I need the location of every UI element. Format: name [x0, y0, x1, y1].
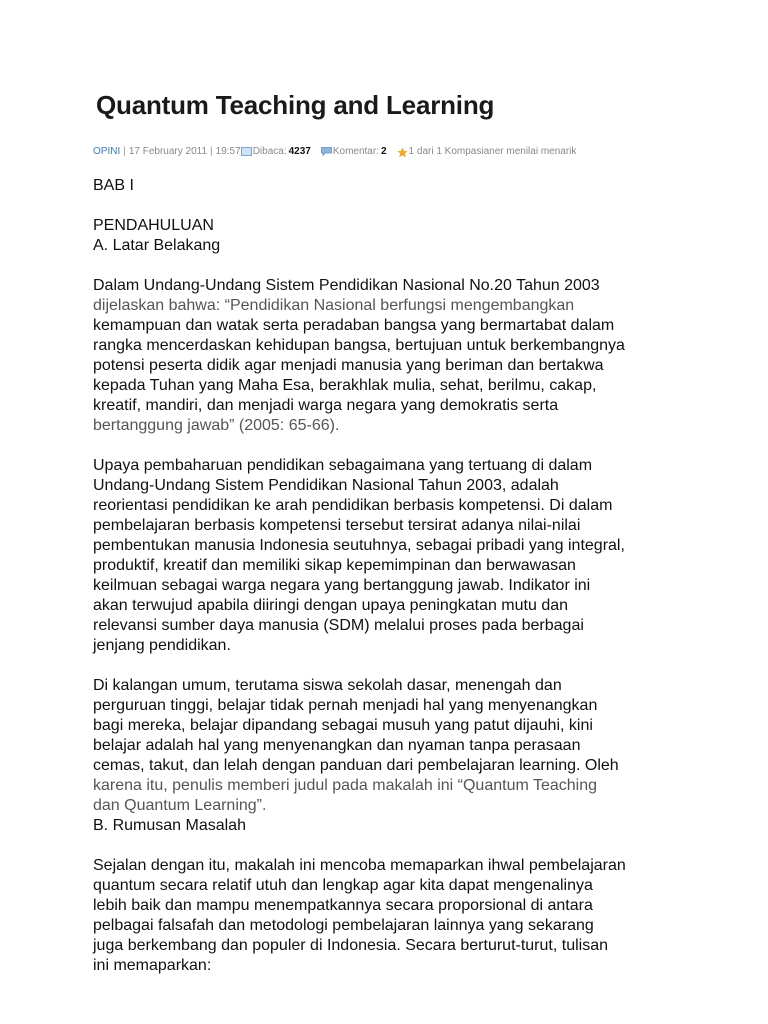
category-link[interactable]: OPINI [93, 146, 121, 157]
post-date: 17 February 2011 [128, 146, 208, 157]
paragraph-1 [93, 276, 693, 436]
paragraph-line: quantum secara relatif utuh dan lengkap agar kita dapat mengenalinya [93, 877, 593, 894]
paragraph-line: Undang-Undang Sistem Pendidikan Nasional Tahun 2003, adalah [93, 477, 559, 494]
rating-text: 1 dari 1 Kompasianer menilai menarik [408, 146, 577, 157]
paragraph-line: pembelajaran berbasis kompetensi tersebut tersirat adanya nilai-nilai [93, 517, 581, 534]
paragraph-line: juga berkembang dan populer di Indonesia. Secara berturut-turut, tulisan [93, 937, 608, 954]
paragraph-line: cemas, takut, dan lelah dengan panduan dari pembelajaran learning. Oleh [93, 757, 619, 774]
paragraph-line: kepada Tuhan yang Maha Esa, berakhlak mulia, sehat, berilmu, cakap, [93, 377, 597, 394]
paragraph-line: kreatif, mandiri, dan menjadi warga negara yang demokratis serta [93, 397, 559, 414]
chapter-heading: PENDAHULUAN [93, 217, 214, 234]
meta-separator: | [123, 146, 126, 157]
paragraph-line: karena itu, penulis memberi judul pada makalah ini “Quantum Teaching [93, 777, 597, 794]
paragraph-line: dijelaskan bahwa: “Pendidikan Nasional berfungsi mengembangkan [93, 297, 575, 314]
section-heading-a: A. Latar Belakang [93, 237, 221, 254]
paragraph-line: bertanggung jawab” (2005: 65-66). [93, 417, 340, 434]
article-meta [93, 146, 576, 157]
section-heading-b: B. Rumusan Masalah [93, 817, 246, 834]
paragraph-line: Dalam Undang-Undang Sistem Pendidikan Nasional No.20 Tahun 2003 [93, 277, 600, 294]
paragraph-line: pelbagai falsafah dan metodologi pembelajaran lainnya yang sekarang [93, 917, 594, 934]
paragraph-line: keilmuan sebagai warga negara yang bertanggung jawab. Indikator ini [93, 577, 591, 594]
paragraph-line: Upaya pembaharuan pendidikan sebagaimana yang tertuang di dalam [93, 457, 593, 474]
post-time: 19:57 [215, 146, 241, 157]
views-icon [241, 147, 252, 156]
paragraph-line: perguruan tinggi, belajar tidak pernah menjadi hal yang menyenangkan [93, 697, 598, 714]
paragraph-line: produktif, kreatif dan memiliki sikap kepemimpinan dan berwawasan [93, 557, 576, 574]
paragraph-3 [93, 676, 693, 816]
views-count: 4237 [288, 146, 311, 157]
comments-count[interactable]: 2 [380, 146, 387, 157]
paragraph-line: pembentukan manusia Indonesia seutuhnya, sebagai pribadi yang integral, [93, 537, 625, 554]
paragraph-line: jenjang pendidikan. [93, 637, 231, 654]
paragraph-line: belajar adalah hal yang menyenangkan dan nyaman tanpa perasaan [93, 737, 581, 754]
paragraph-line: reorientasi pendidikan ke arah pendidikan berbasis kompetensi. Di dalam [93, 497, 613, 514]
paragraph-2 [93, 456, 693, 656]
article-body [93, 176, 693, 976]
paragraph-line: dan Quantum Learning”. [93, 797, 267, 814]
views-label: Dibaca: [252, 146, 287, 157]
paragraph-line: Sejalan dengan itu, makalah ini mencoba memaparkan ihwal pembelajaran [93, 857, 626, 874]
spacer [93, 256, 693, 276]
paragraph-line: potensi peserta didik agar menjadi manusia yang beriman dan bertakwa [93, 357, 604, 374]
paragraph-4 [93, 856, 693, 976]
spacer [93, 836, 693, 856]
comment-icon [321, 147, 332, 156]
star-icon [397, 147, 408, 156]
paragraph-line: rangka mencerdaskan kehidupan bangsa, bertujuan untuk berkembangnya [93, 337, 625, 354]
article-title: Quantum Teaching and Learning [96, 90, 495, 120]
spacer [93, 196, 693, 216]
paragraph-line: relevansi sumber daya manusia (SDM) melalui proses pada berbagai [93, 617, 584, 634]
paragraph-line: kemampuan dan watak serta peradaban bangsa yang bermartabat dalam [93, 317, 615, 334]
comments-label[interactable]: Komentar: [332, 146, 379, 157]
paragraph-line: lebih baik dan mampu menempatkannya secara proporsional di antara [93, 897, 593, 914]
paragraph-line: bagi mereka, belajar dipandang sebagai musuh yang patut dijauhi, kini [93, 717, 593, 734]
paragraph-line: ini memaparkan: [93, 957, 212, 974]
chapter-label: BAB I [93, 177, 134, 194]
meta-separator: | [210, 146, 213, 157]
paragraph-line: akan terwujud apabila diiringi dengan upaya peningkatan mutu dan [93, 597, 569, 614]
paragraph-line: Di kalangan umum, terutama siswa sekolah dasar, menengah dan [93, 677, 562, 694]
spacer [93, 656, 693, 676]
spacer [93, 436, 693, 456]
